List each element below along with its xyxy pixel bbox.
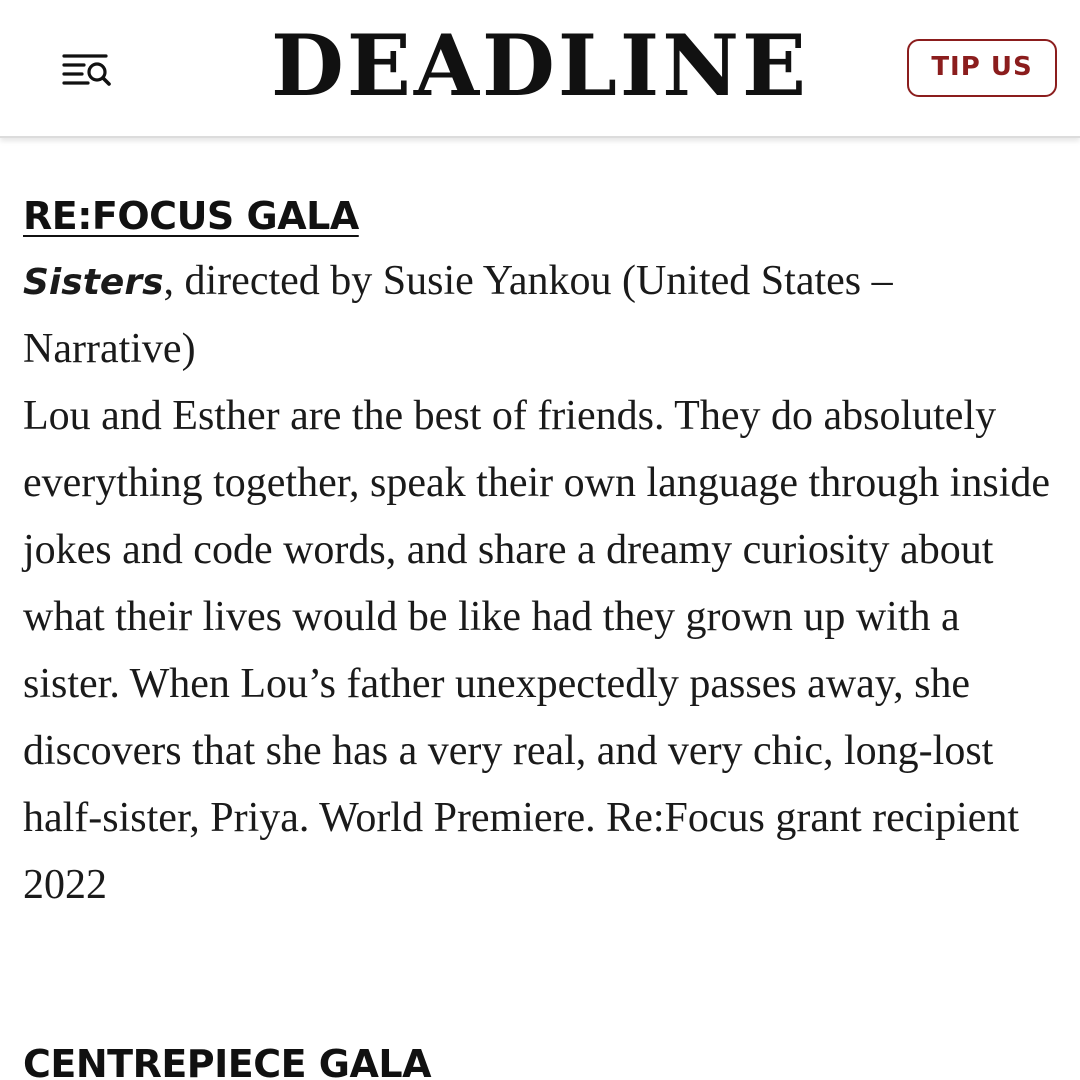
film-title: Sisters xyxy=(23,262,164,303)
article-body xyxy=(23,190,1063,919)
tip-us-button[interactable]: TIP US xyxy=(907,39,1057,97)
film-synopsis: Lou and Esther are the best of friends. They do absolutely everything together, speak their own language through inside jokes and code words, and share a dreamy curiosity about what their lives would be like had they grown up with a sister. When Lou’s father unexpectedly passes away, she discovers that she has a very real, and very chic, long-lost half-sister, Priya. World Premiere. Re:Focus grant recipient 2022 xyxy=(23,393,1051,908)
section-heading-refocus-gala[interactable]: RE:FOCUS GALA xyxy=(23,194,359,238)
section-heading-centrepiece-gala: CENTREPIECE GALA xyxy=(23,1042,432,1080)
site-header xyxy=(0,0,1080,138)
film-entry-sisters xyxy=(23,248,1063,919)
site-logo[interactable]: DEADLINE xyxy=(270,16,810,115)
film-credit: , directed by Susie Yankou (United States – Narrative) xyxy=(23,258,893,372)
